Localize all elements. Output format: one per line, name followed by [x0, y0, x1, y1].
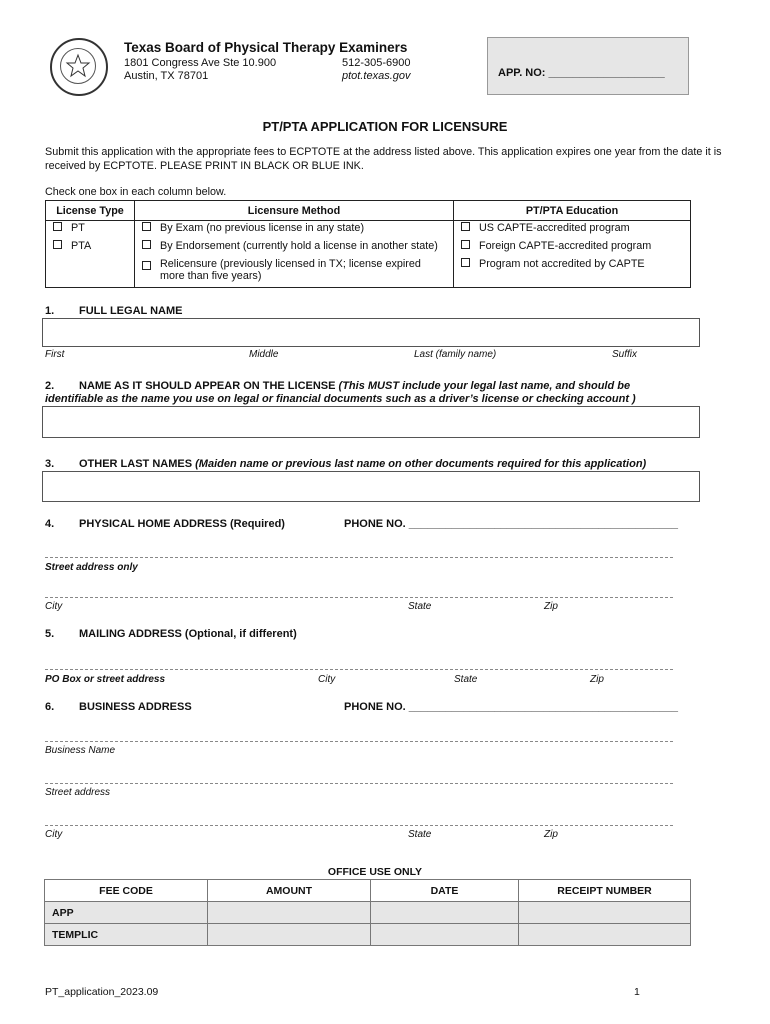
agency-phone: 512-305-6900 [342, 57, 411, 69]
last-name-label: Last (family name) [414, 349, 497, 360]
table-row [45, 924, 691, 946]
table-row [45, 902, 691, 924]
office-use-title: OFFICE USE ONLY [327, 866, 423, 878]
home-city-line[interactable] [45, 597, 673, 598]
middle-name-label: Middle [249, 349, 279, 360]
amount-cell [208, 924, 371, 946]
method-endorsement: By Endorsement (currently hold a license in another state) [160, 240, 438, 252]
page-title: PT/PTA APPLICATION FOR LICENSURE [262, 119, 508, 134]
receipt-number-header: RECEIPT NUMBER [519, 880, 691, 902]
section-4-title: PHYSICAL HOME ADDRESS (Required) [79, 518, 285, 530]
business-name-label: Business Name [45, 745, 116, 756]
checkbox-exam[interactable] [142, 222, 151, 231]
receipt-cell [519, 902, 691, 924]
section-1-number: 1. [45, 305, 55, 317]
other-last-names-input[interactable] [42, 471, 700, 502]
mailing-address-line[interactable] [45, 669, 673, 670]
section-3-note: (Maiden name or previous last name on other documents required for this application) [195, 458, 647, 470]
home-street-label: Street address only [45, 562, 138, 573]
date-cell [371, 924, 519, 946]
agency-name: Texas Board of Physical Therapy Examiners [124, 40, 408, 55]
home-street-line[interactable] [45, 557, 673, 558]
app-no-field[interactable]: APP. NO: ___________________ [498, 67, 665, 79]
section-5-title: MAILING ADDRESS (Optional, if different) [79, 628, 297, 640]
checkbox-relicensure[interactable] [142, 261, 151, 270]
license-name-input[interactable] [42, 406, 700, 438]
checkbox-pt[interactable] [53, 222, 62, 231]
mailing-zip-label: Zip [590, 674, 604, 685]
home-state-label: State [408, 601, 432, 612]
section-4-number: 4. [45, 518, 55, 530]
checkbox-not-accredited[interactable] [461, 258, 470, 267]
suffix-label: Suffix [612, 349, 638, 360]
fee-code-header: FEE CODE [45, 880, 208, 902]
section-3-title: OTHER LAST NAMES [79, 458, 193, 470]
section-2-note-line2: identifiable as the name you use on legal or financial documents such as a driver’s license or checking account ) [45, 393, 636, 405]
checkbox-endorsement[interactable] [142, 240, 151, 249]
section-1-title: FULL LEGAL NAME [79, 305, 183, 317]
business-phone-field[interactable]: PHONE NO. ____________________________________________ [344, 701, 678, 713]
section-3-number: 3. [45, 458, 55, 470]
business-street-label: Street address [45, 787, 111, 798]
agency-website: ptot.texas.gov [342, 70, 411, 82]
amount-header: AMOUNT [208, 880, 371, 902]
business-city-line[interactable] [45, 825, 673, 826]
full-legal-name-input[interactable] [42, 318, 700, 347]
form-id: PT_application_2023.09 [45, 986, 159, 998]
agency-address-line2: Austin, TX 78701 [124, 70, 209, 82]
business-city-label: City [45, 829, 63, 840]
license-type-header: License Type [46, 201, 135, 221]
fee-code-templic: TEMPLIC [45, 924, 208, 946]
first-name-label: First [45, 349, 65, 360]
agency-address-line1: 1801 Congress Ave Ste 10.900 [124, 57, 277, 69]
checkbox-pta[interactable] [53, 240, 62, 249]
section-6-title: BUSINESS ADDRESS [79, 701, 192, 713]
business-zip-label: Zip [544, 829, 558, 840]
office-use-table [44, 879, 691, 946]
section-2-number: 2. [45, 380, 55, 392]
business-street-line[interactable] [45, 783, 673, 784]
license-type-pta: PTA [71, 240, 92, 252]
section-6-number: 6. [45, 701, 55, 713]
section-5-number: 5. [45, 628, 55, 640]
home-city-label: City [45, 601, 63, 612]
home-zip-label: Zip [544, 601, 558, 612]
section-2-title: NAME AS IT SHOULD APPEAR ON THE LICENSE [79, 380, 336, 392]
business-state-label: State [408, 829, 432, 840]
check-instruction: Check one box in each column below. [45, 186, 227, 198]
mailing-city-label: City [318, 674, 336, 685]
checkbox-foreign-capte[interactable] [461, 240, 470, 249]
license-type-pt: PT [71, 222, 85, 234]
business-name-line[interactable] [45, 741, 673, 742]
method-exam: By Exam (no previous license in any state) [160, 222, 365, 234]
checkbox-us-capte[interactable] [461, 222, 470, 231]
education-foreign-capte: Foreign CAPTE-accredited program [479, 240, 652, 252]
page-number: 1 [634, 986, 640, 998]
section-2-note-line1: (This MUST include your legal last name, and should be [338, 380, 631, 392]
home-phone-field[interactable]: PHONE NO. ____________________________________________ [344, 518, 678, 530]
education-not-accredited: Program not accredited by CAPTE [479, 258, 645, 270]
fee-code-app: APP [45, 902, 208, 924]
education-us-capte: US CAPTE-accredited program [479, 222, 630, 234]
education-header: PT/PTA Education [454, 201, 691, 221]
intro-text: Submit this application with the appropriate fees to ECPTOTE at the address listed above. This application expires one year from the date it is received by ECPTOTE. PLEASE PRINT IN BLACK OR BLUE INK. [45, 146, 722, 172]
licensure-method-header: Licensure Method [135, 201, 454, 221]
amount-cell [208, 902, 371, 924]
mailing-po-label: PO Box or street address [45, 674, 166, 685]
seal-star-icon [60, 48, 96, 84]
method-relicensure: Relicensure (previously licensed in TX; license expired more than five years) [160, 258, 421, 282]
receipt-cell [519, 924, 691, 946]
license-table [45, 200, 691, 288]
date-cell [371, 902, 519, 924]
date-header: DATE [371, 880, 519, 902]
mailing-state-label: State [454, 674, 478, 685]
app-no-box [487, 37, 689, 95]
